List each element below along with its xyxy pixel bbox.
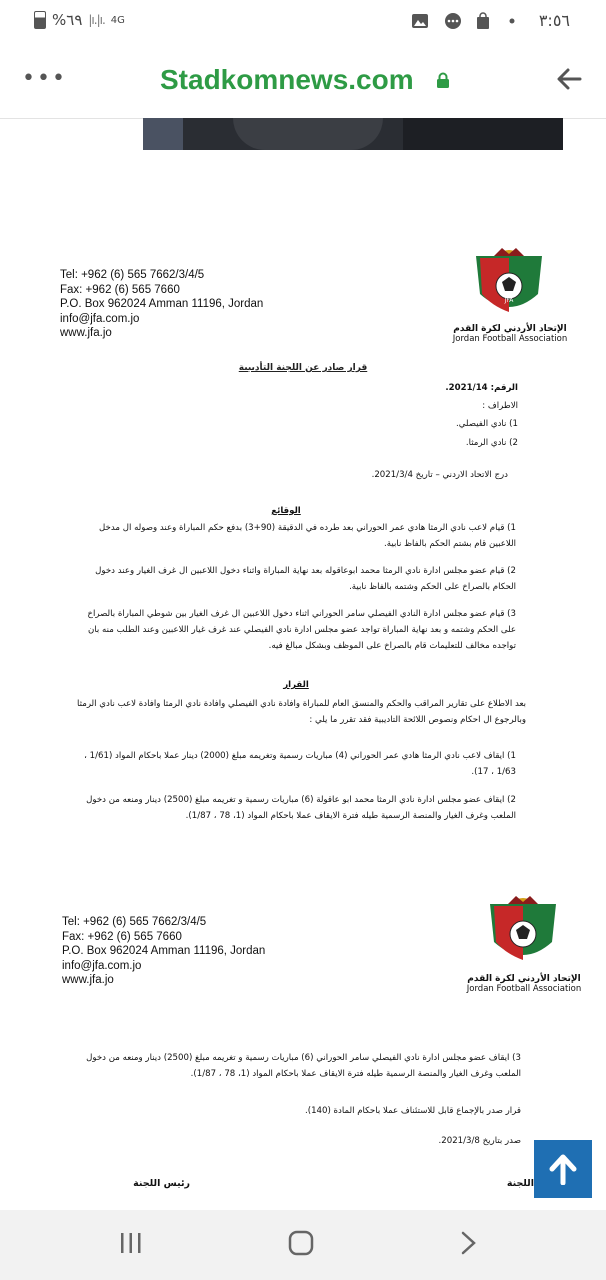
browser-menu-button[interactable]: ••• [22, 66, 67, 91]
org-name-ar: الإتحاد الأردني لكرة القدم [467, 974, 581, 984]
jfa-logo [466, 244, 552, 326]
decision-intro: بعد الاطلاع على تقارير المراقب والحكم والمنسق العام للمباراة وافادة نادي الفيصلي وافادة نادي الرمثا وافادة لاعب نادي الرمثا وبالرجوع ال احكام ونصوص اللائحة التاديبية فقد تقرر ما يلي : [77, 699, 526, 725]
email-line: info@jfa.com.jo [62, 959, 142, 972]
home-icon[interactable] [288, 1230, 314, 1260]
org-name [450, 324, 570, 344]
network-type: 4G [110, 14, 125, 26]
org-name-2 [464, 974, 584, 994]
arrow-up-icon [548, 1153, 578, 1185]
lock-icon[interactable] [436, 72, 450, 92]
letterhead-contact-2 [62, 915, 265, 988]
jfa-logo-2 [480, 892, 566, 974]
image-icon [411, 12, 429, 30]
org-name-en: Jordan Football Association [452, 334, 568, 344]
org-name-en: Jordan Football Association [466, 984, 582, 994]
recent-apps-icon[interactable] [118, 1230, 144, 1260]
fact-2: 2) قيام عضو مجلس ادارة نادي الرمثا محمد ابوعاقوله بعد نهاية المباراة واثناء دخول اللاعبين ال غرف الغيار وعند دخول الحكام بالصراخ على الحكم وشتمه بالفاظ نابية. [95, 566, 516, 592]
committee-chair: رئيس اللجنة [133, 1178, 190, 1189]
appeal-note: قرار صدر بالإجماع قابل للاستئناف عملا باحكام المادة (140). [304, 1106, 521, 1116]
reference-number: الرقم: 2021/14. [445, 383, 518, 393]
battery-icon [34, 11, 46, 29]
email-line: info@jfa.com.jo [60, 312, 140, 325]
letterhead-contact [60, 268, 263, 341]
decision-heading: قرار صادر عن اللجنة التأديبية [238, 363, 368, 373]
party-2: 2) نادي الرمثا. [465, 438, 518, 448]
fact-1: 1) قيام لاعب نادي الرمثا هادي عمر الحوراني بعد طرده في الدقيقة (90+3) بدفع حكم المباراة وعند وصوله ال مدخل اللاعبين قام بشتم الحكم بالفاظ نابية. [99, 523, 516, 549]
fact-3: 3) قيام عضو مجلس ادارة النادي الفيصلي سامر الحوراني اثناء دخول اللاعبين ال غرف الغيار بين شوطي المباراة بالصراخ على الحكم وشتمه و بعد نهاية المباراة تواجد عضو مجلس ادارة نادي الفيصلي عند غرف غيار اللاعبين وعند الطلب منه بان تواجده مخالف للتعليمات قام بالصراخ على الموظف وبشكل مبالغ فيه. [87, 609, 516, 651]
committee-member: اللجنة [506, 1178, 534, 1189]
signal-icon: |ı.|ı. [88, 13, 105, 27]
fax-line: Fax: +962 (6) 565 7660 [60, 283, 180, 296]
logo-text: JFA [504, 297, 514, 304]
clock: ٣:٥٦ [538, 11, 570, 30]
web-line: www.jfa.jo [60, 327, 112, 339]
system-nav-bar [0, 1210, 606, 1280]
facts-title: الوقائع [271, 506, 301, 516]
article-photo [143, 118, 563, 150]
notification-dot-icon [507, 12, 525, 30]
status-bar [0, 0, 606, 44]
battery-percent: %٦٩ [52, 11, 83, 29]
decision-title: القرار [283, 680, 309, 690]
status-left [34, 11, 125, 29]
issue-date: صدر بتاريخ 2021/3/8. [438, 1136, 521, 1146]
back-icon[interactable] [458, 1230, 478, 1260]
shopping-bag-icon [475, 12, 493, 30]
pobox-line: P.O. Box 962024 Amman 11196, Jordan [60, 298, 264, 310]
decision-1: 1) ايقاف لاعب نادي الرمثا هادي عمر الحوراني (4) مباريات رسمية وتغريمه مبلغ (2000) دينار عملا باحكام المواد (1/61 ، 1/63 ، 17). [84, 751, 516, 777]
tel-line: Tel: +962 (6) 565 7662/3/4/5 [62, 916, 207, 928]
decision-3: 3) ايقاف عضو مجلس ادارة نادي الفيصلي سامر الحوراني (6) مباريات رسمية و تغريمه مبلغ (2500) دينار ومنعه من دخول الملعب وغرف الغيار والمنصة الرسمية طيله فترة الايقاف عملا باحكام المواد (1، 78 ، 1/87). [86, 1053, 521, 1079]
fax-line: Fax: +962 (6) 565 7660 [62, 930, 182, 943]
back-arrow-icon[interactable] [556, 68, 582, 94]
scroll-to-top-button[interactable] [534, 1140, 592, 1198]
web-line: www.jfa.jo [62, 974, 114, 986]
status-right [411, 11, 570, 30]
parties-label: الاطراف : [482, 401, 518, 411]
tel-line: Tel: +962 (6) 565 7662/3/4/5 [60, 269, 205, 281]
date-line: درج الاتحاد الاردني – تاريخ 2021/3/4. [371, 470, 508, 480]
browser-toolbar [0, 44, 606, 119]
url-text[interactable]: Stadkomnews.com [160, 64, 414, 95]
pobox-line: P.O. Box 962024 Amman 11196, Jordan [62, 945, 266, 957]
chat-icon [443, 12, 461, 30]
party-1: 1) نادي الفيصلي. [456, 419, 518, 429]
decision-2: 2) ايقاف عضو مجلس ادارة نادي الرمثا محمد ابو عاقولة (6) مباريات رسمية و تغريمه مبلغ (2500) دينار ومنعه من دخول الملعب وغرف الغيار والمنصة الرسمية طيله فترة الايقاف عملا باحكام المواد (1، 78 ، 1/87). [86, 795, 516, 821]
org-name-ar: الإتحاد الأردني لكرة القدم [453, 324, 567, 334]
